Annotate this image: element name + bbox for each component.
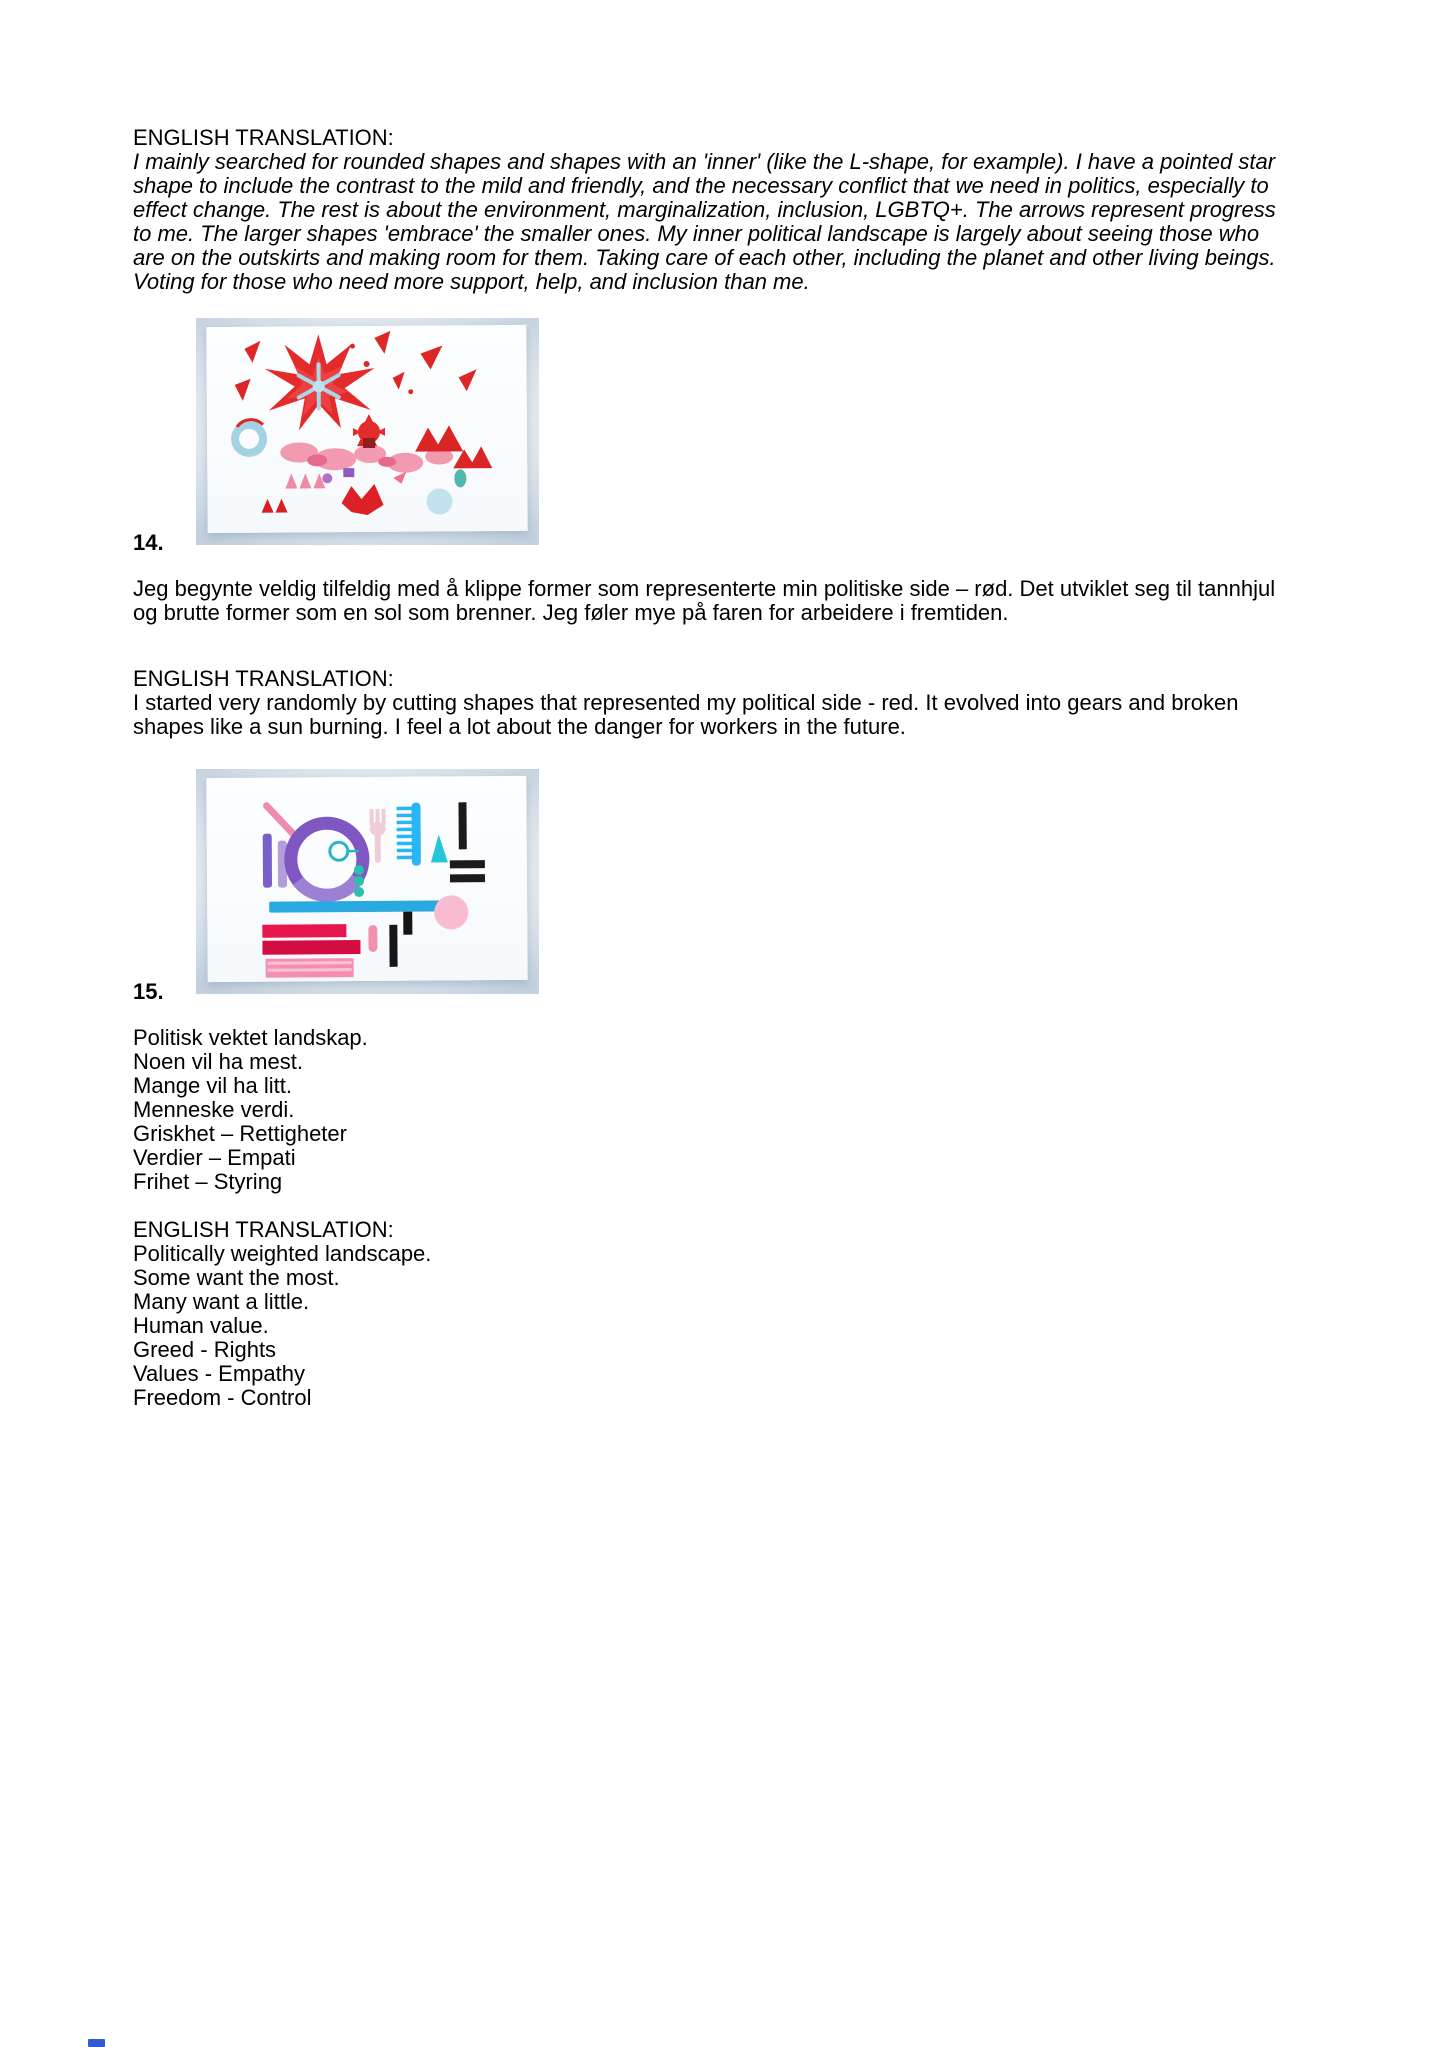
red-jagged-blob xyxy=(341,484,383,515)
item-15-english-line: Human value. xyxy=(133,1313,269,1338)
artwork-15-photo xyxy=(196,769,539,994)
item-15-english-line: Politically weighted landscape. xyxy=(133,1241,432,1266)
teal-drop xyxy=(454,469,466,487)
red-shards xyxy=(234,330,476,401)
item-15-translation-label: ENGLISH TRANSLATION: xyxy=(133,1217,394,1242)
black-bar-bottom xyxy=(389,925,397,967)
item-14-norwegian-text: Jeg begynte veldig tilfeldig med å klippe former som representerte min politiske side – rød. Det utviklet seg til tannhjul og brutte former som en sol som brenner. Jeg føler mye på faren for arbeidere i fremtiden. xyxy=(133,576,1276,625)
fork xyxy=(370,809,386,863)
red-sun-gear xyxy=(353,414,385,448)
item-15-english-line: Some want the most. xyxy=(133,1265,340,1290)
item-14-number: 14. xyxy=(133,530,164,555)
item-14-english-text: I started very randomly by cutting shapes that represented my political side - red. It evolved into gears and broken shapes like a sun burning. I feel a lot about the danger for workers in the future. xyxy=(133,690,1239,739)
page-bottom-blue-mark xyxy=(88,2039,105,2047)
item-15-norwegian-line: Politisk vektet landskap. xyxy=(133,1025,368,1050)
artwork-15-paper xyxy=(206,776,527,982)
document-page xyxy=(133,126,1278,1410)
intro-translation-text: I mainly searched for rounded shapes and shapes with an 'inner' (like the L-shape, for example). I have a pointed star shape to include the contrast to the mild and friendly, and the necessary conflict that we need in politics, especially to effect change. The rest is about the environment, marginalization, inclusion, LGBTQ+. The arrows represent progress to me. The larger shapes 'embrace' the smaller ones. My inner political landscape is largely about seeing those who are on the outskirts and making room for them. Taking care of each other, including the planet and other living beings. Voting for those who need more support, help, and inclusion than me. xyxy=(133,149,1276,294)
artwork-14-illustration xyxy=(206,325,527,533)
pink-trees xyxy=(285,473,325,488)
item-15-number: 15. xyxy=(133,979,164,1004)
black-bars xyxy=(449,802,485,882)
item-15-english-line: Many want a little. xyxy=(133,1289,310,1314)
red-blocks xyxy=(262,924,360,978)
item-15-norwegian-line: Frihet – Styring xyxy=(133,1169,283,1194)
blue-circle xyxy=(426,488,452,514)
item-15-english-line: Values - Empathy xyxy=(133,1361,306,1386)
item-15-norwegian-line: Verdier – Empati xyxy=(133,1145,296,1170)
item-15-english-line: Greed - Rights xyxy=(133,1337,277,1362)
cyan-triangle xyxy=(431,834,448,862)
item-15-norwegian-line: Menneske verdi. xyxy=(133,1097,295,1122)
item-15-english-line: Freedom - Control xyxy=(133,1385,312,1410)
item-15-norwegian-line: Mange vil ha litt. xyxy=(133,1073,292,1098)
teal-beads xyxy=(354,865,364,897)
artwork-15-illustration xyxy=(206,776,527,982)
item-15-english-block xyxy=(133,1242,1278,1410)
item-15-norwegian-block xyxy=(133,1026,1278,1194)
artwork-14-paper xyxy=(206,325,527,533)
blue-donut xyxy=(235,425,263,453)
artwork-14-photo xyxy=(196,318,539,545)
item-14-translation-label: ENGLISH TRANSLATION: xyxy=(133,666,394,691)
pink-capsule xyxy=(368,925,377,952)
item-15-norwegian-line: Noen vil ha mest. xyxy=(133,1049,303,1074)
pink-circle xyxy=(434,895,468,929)
purple-bit xyxy=(343,468,354,477)
blue-comb xyxy=(396,803,420,866)
item-15-norwegian-line: Griskhet – Rettigheter xyxy=(133,1121,347,1146)
purple-ring xyxy=(291,823,364,896)
cyan-beam xyxy=(269,900,451,912)
intro-translation-label: ENGLISH TRANSLATION: xyxy=(133,125,394,150)
